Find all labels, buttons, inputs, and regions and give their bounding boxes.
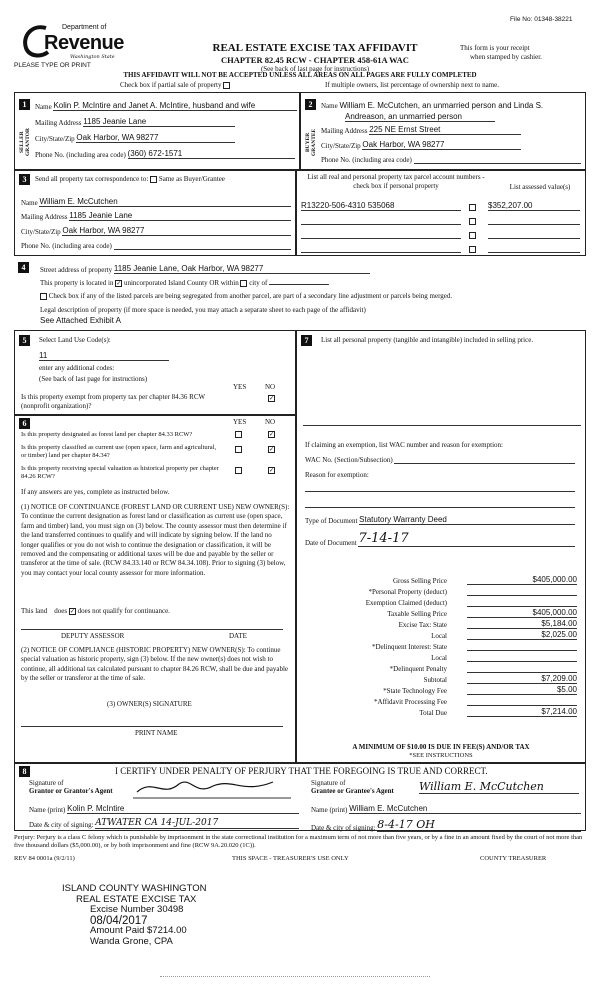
tax-row-penalty (297, 662, 585, 673)
tax-label: Excise Tax: State (398, 621, 447, 629)
exempt-no-header: NO (265, 383, 276, 391)
grantor-sig-label-2: Grantor or Grantor's Agent (29, 787, 113, 795)
grantee-sig-label-2: Grantee or Grantee's Agent (311, 787, 394, 795)
street-address[interactable]: 1185 Jeanie Lane, Oak Harbor, WA 98277 (114, 264, 370, 274)
section-4-number: 4 (18, 262, 29, 273)
tax-value[interactable] (467, 642, 577, 651)
deputy-assessor-label: DEPUTY ASSESSOR (61, 632, 125, 640)
reason-line-2[interactable] (305, 507, 575, 508)
minimum-due: A MINIMUM OF $10.00 IS DUE IN FEE(S) AND/OR TAX (352, 743, 530, 751)
corr-name[interactable]: William E. McCutchen (39, 197, 291, 207)
treasurer-space: THIS SPACE - TREASURER'S USE ONLY (232, 855, 349, 862)
corr-mail[interactable]: 1185 Jeanie Lane (69, 211, 291, 221)
logo-top: Department of (62, 24, 107, 31)
historic-no-checkbox[interactable]: ✓ (269, 468, 275, 474)
tax-label: Total Due (419, 709, 447, 717)
warning: THIS AFFIDAVIT WILL NOT BE ACCEPTED UNLESS ALL AREAS ON ALL PAGES ARE FULLY COMPLETED (123, 71, 477, 79)
section-6-number: 6 (19, 418, 30, 429)
grantee-name-label: Name (print) (311, 806, 348, 814)
tax-row-tech-fee (297, 684, 585, 695)
section-8-number: 8 (19, 766, 30, 777)
seller-phone-label: Phone No. (including area code) (35, 151, 126, 159)
certify-statement: I CERTIFY UNDER PENALTY OF PERJURY THAT THE FOREGOING IS TRUE AND CORRECT. (115, 766, 488, 776)
unincorporated-checkbox[interactable]: ✓ (116, 280, 122, 287)
tax-label: *Delinquent Interest: State (371, 643, 447, 651)
corr-city-label: City/State/Zip (21, 228, 61, 236)
current-use-question: Is this property classified as current use (open space, farm and agricultural, or timber) land per chapter 84.34? (21, 444, 217, 459)
seller-city[interactable]: Oak Harbor, WA 98277 (76, 133, 235, 143)
corr-phone[interactable] (114, 241, 291, 250)
tax-value[interactable] (467, 653, 577, 662)
tax-value[interactable] (467, 587, 577, 596)
doc-date[interactable]: 7-14-17 (358, 531, 575, 547)
current-use-yes-checkbox[interactable] (235, 446, 242, 453)
section6-no-header: NO (265, 418, 276, 426)
section-8-certification (14, 763, 586, 831)
section-1-seller (14, 92, 300, 170)
continuance-line (21, 607, 170, 615)
see-back-header: (See back of last page for instructions) (260, 65, 370, 73)
section-1-number: 1 (19, 99, 30, 110)
tax-value[interactable]: $2,025.00 (467, 630, 577, 640)
buyer-name-cont[interactable]: Andreason, an unmarried person (345, 112, 495, 122)
tax-row-subtotal (297, 673, 585, 684)
tax-label: Local (431, 632, 447, 640)
parcel-value[interactable] (488, 244, 580, 253)
city-of-label: city of (249, 279, 268, 287)
does-not-checkbox[interactable]: ✓ (69, 608, 75, 615)
buyer-mail[interactable]: 225 NE Ernst Street (369, 125, 521, 135)
reason-label: Reason for exemption: (305, 471, 369, 479)
section-6-special (14, 415, 296, 763)
corr-city[interactable]: Oak Harbor, WA 98277 (62, 226, 291, 236)
tax-row-gross (297, 574, 585, 585)
parcel-number[interactable] (301, 216, 461, 225)
stamp-excise-number: Excise Number 30498 (90, 904, 184, 915)
deputy-signature-line[interactable] (21, 629, 283, 630)
seller-name-label: Name (35, 103, 52, 111)
perjury-notice: Perjury: Perjury is a class C felony which is punishable by imprisonment in the state correctional institution for a maximum term of not more than five years, or by a fine in an amount fixed by the court of not more than five thousand dollars ($5,000.00), or by both imprisonment and fine (RCW 9A.20.020 (1C)). (14, 834, 583, 849)
wac-field[interactable] (394, 455, 575, 464)
tax-label: *Delinquent Penalty (389, 665, 447, 673)
tax-row-processing-fee (297, 695, 585, 706)
tax-value[interactable] (467, 697, 577, 706)
notice-compliance: (2) NOTICE OF COMPLIANCE (HISTORIC PROPERTY) NEW OWNER(S): To continue special valuation as historic property, sign (3) below. If the new owner(s) does not wish to continue, all additional tax calculated pursuant to chapter 84.26 RCW, shall be due and payable by the seller or transferor at the time of sale. (21, 646, 289, 683)
tax-value[interactable]: $5,184.00 (467, 619, 577, 629)
tax-row-local (297, 629, 585, 640)
forest-no-checkbox[interactable]: ✓ (269, 432, 275, 438)
grantor-name-label: Name (print) (29, 806, 66, 814)
legal-description[interactable]: See Attached Exhibit A (40, 316, 121, 325)
logo-sub: Washington State (70, 54, 115, 60)
current-use-no-checkbox[interactable]: ✓ (269, 447, 275, 453)
multiple-owners: If multiple owners, list percentage of ownership next to name. (325, 81, 499, 89)
parcel-number[interactable] (301, 244, 461, 253)
stamp-date: 08/04/2017 (90, 914, 148, 927)
receipt-note: This form is your receipt (460, 44, 530, 52)
doc-date-label: Date of Document (305, 539, 357, 547)
tax-label: *State Technology Fee (383, 687, 447, 695)
owner-signature-label: (3) OWNER(S) SIGNATURE (107, 700, 192, 708)
grantor-date-city[interactable]: ATWATER CA 14-JUL-2017 (95, 818, 299, 829)
tax-value[interactable]: $405,000.00 (467, 575, 577, 585)
seller-side-label: SELLER GRANTOR (19, 128, 31, 157)
check-partial-label (120, 81, 230, 89)
seller-mail-label: Mailing Address (35, 119, 82, 127)
doc-type-label: Type of Document (305, 517, 358, 525)
section-5-number: 5 (19, 335, 30, 346)
tax-value[interactable]: $405,000.00 (467, 608, 577, 618)
deputy-date-label: DATE (229, 632, 247, 640)
located-label: This property is located in (40, 279, 114, 287)
parcel-row (301, 211, 583, 225)
print-name-label: PRINT NAME (135, 729, 178, 737)
parcel-rows (301, 197, 583, 253)
personal-property-field[interactable] (303, 425, 581, 426)
qualify-label: qualify for continuance. (102, 607, 170, 615)
tax-row-taxable (297, 607, 585, 618)
rev-number: REV 84 0001a (9/2/11) (14, 855, 75, 862)
personal-property-checkbox[interactable] (469, 204, 476, 211)
segregated-label: Check box if any of the listed parcels are being segregated from another parcel, are part of a secondary line adjustment or parcels being merged. (48, 292, 453, 300)
partial-sale-checkbox[interactable] (223, 82, 230, 89)
forest-question: Is this property designated as forest land per chapter 84.33 RCW? (21, 431, 193, 438)
grantee-date-label: Date & city of signing: (311, 824, 376, 832)
land-use-see-back: (See back of last page for instructions) (39, 375, 148, 383)
section-7-personal-property (296, 330, 586, 763)
grantor-sig-label: Signature of (29, 779, 64, 787)
seller-phone[interactable]: (360) 672-1571 (128, 149, 295, 159)
parcel-number[interactable] (301, 230, 461, 239)
parcel-list (296, 170, 586, 256)
personal-property-label: List all personal property (tangible and intangible) included in selling price. (321, 336, 534, 344)
tax-row-total (297, 706, 585, 717)
receipt-note-2: when stamped by cashier. (470, 53, 542, 61)
form-chapter: CHAPTER 82.45 RCW - CHAPTER 458-61A WAC (221, 55, 409, 65)
tax-label: *Personal Property (deduct) (368, 588, 447, 596)
tax-label: Exemption Claimed (deduct) (365, 599, 447, 607)
grantor-print-name[interactable]: Kolin P. McIntire (67, 804, 299, 814)
please-type: PLEASE TYPE OR PRINT (14, 62, 91, 69)
buyer-city-label: City/State/Zip (321, 142, 361, 150)
historic-yes-checkbox[interactable] (235, 467, 242, 474)
reason-line-1[interactable] (305, 491, 575, 492)
seller-name[interactable]: Kolin P. McIntire and Janet A. McIntire, husband and wife (53, 101, 297, 111)
tax-row-exemption (297, 596, 585, 607)
file-number: File No: 01348-38221 (510, 16, 573, 23)
legal-label: Legal description of property (if more space is needed, you may attach a separate sheet to each page of the affidavit) (40, 306, 366, 314)
section-7-number: 7 (301, 335, 312, 346)
tax-label: Subtotal (423, 676, 447, 684)
land-use-code[interactable]: 11 (39, 351, 169, 361)
stamp-county: ISLAND COUNTY WASHINGTON (62, 883, 207, 894)
grantee-print-name[interactable]: William E. McCutchen (349, 804, 581, 814)
tax-value[interactable]: $7,214.00 (467, 707, 577, 717)
wac-label: WAC No. (Section/Subsection) (305, 456, 393, 464)
section-2-number: 2 (305, 99, 316, 110)
section-2-buyer (300, 92, 586, 170)
does-not-label: does not (77, 607, 102, 615)
grantee-date-city[interactable]: 8-4-17 OH (377, 818, 581, 832)
buyer-name-label: Name (321, 102, 338, 110)
historic-question: Is this property receiving special valuation as historical property per chapter 84.26 RCW? (21, 465, 219, 480)
seller-mail[interactable]: 1185 Jeanie Lane (83, 117, 235, 127)
tax-row-interest-state (297, 640, 585, 651)
city-checkbox[interactable] (240, 280, 247, 287)
notice-continuance: (1) NOTICE OF CONTINUANCE (FOREST LAND OR CURRENT USE) NEW OWNER(S): To continue the current designation as forest land or classification as current use (open space, farm and timber) land, you must sign on (3) below. The county assessor must then determine if the land transferred continues to qualify and will indicate by signing below. If the land no longer qualifies or you do not wish to continue the designation or classification, it will be removed and the compensating or additional taxes will be due and payable by the seller or transferor at the time of sale. (RCW 84.33.140 or RCW 84.34.108). Prior to signing (3) below, you may contact your local county assessor for more information. (21, 503, 290, 577)
tax-row-interest-local (297, 651, 585, 662)
tax-value[interactable]: $5.00 (467, 685, 577, 695)
grantor-signature[interactable] (133, 774, 293, 800)
exempt-no-checkbox[interactable]: ✓ (269, 396, 275, 402)
form-title: REAL ESTATE EXCISE TAX AFFIDAVIT (212, 42, 418, 54)
street-label: Street address of property (40, 266, 113, 274)
exempt-question: Is this property exempt from property tax per chapter 84.36 RCW (nonprofit organization)? (21, 393, 205, 410)
section-3-correspondence (14, 170, 296, 256)
stamp-amount: Amount Paid $7214.00 (90, 925, 187, 936)
tax-value[interactable]: $7,209.00 (467, 674, 577, 684)
tax-value[interactable] (467, 664, 577, 673)
section-3-number: 3 (19, 174, 30, 185)
correspondence-label: Send all property tax correspondence to: (35, 175, 149, 183)
parcel-row (301, 197, 583, 211)
parcel-row (301, 239, 583, 253)
this-land-label: This land (21, 607, 48, 615)
segregated-line (40, 292, 452, 300)
personal-property-checkbox[interactable] (469, 232, 476, 239)
buyer-phone-label: Phone No. (including area code) (321, 156, 412, 164)
grantor-sig-label-block (29, 779, 113, 795)
personal-property-checkbox[interactable] (469, 246, 476, 253)
unincorporated-label: unincorporated Island County OR within (123, 279, 239, 287)
grantee-sig-label: Signature of (311, 779, 346, 787)
parcel-value[interactable] (488, 216, 580, 225)
same-as-buyer-checkbox[interactable] (150, 176, 157, 183)
city-of-field[interactable] (269, 284, 329, 285)
does-label: does (54, 607, 68, 615)
stamp-tax: REAL ESTATE EXCISE TAX (76, 893, 197, 905)
buyer-mail-label: Mailing Address (321, 127, 368, 135)
see-instructions: *SEE INSTRUCTIONS (409, 752, 473, 759)
treasurer-stamp (62, 884, 262, 947)
corr-name-label: Name (21, 199, 38, 207)
exemption-label: If claiming an exemption, list WAC number and reason for exemption: (305, 441, 503, 449)
exempt-yes-header: YES (233, 383, 247, 391)
doc-type[interactable]: Statutory Warranty Deed (359, 515, 575, 525)
personal-property-checkbox[interactable] (469, 218, 476, 225)
corr-phone-label: Phone No. (including area code) (21, 242, 112, 250)
county-treasurer: COUNTY TREASURER (480, 855, 547, 862)
forest-yes-checkbox[interactable] (235, 431, 242, 438)
parcel-value[interactable]: $352,207.00 (488, 201, 580, 211)
grantor-date-label: Date & city of signing: (29, 821, 94, 829)
parcel-value[interactable] (488, 230, 580, 239)
land-use-label: Select Land Use Code(s): (39, 336, 111, 344)
tax-row-personal (297, 585, 585, 596)
buyer-city[interactable]: Oak Harbor, WA 98277 (362, 140, 521, 150)
tax-label: Gross Selling Price (392, 577, 447, 585)
section-5-land-use (14, 330, 296, 415)
owner-signature-line[interactable] (21, 726, 283, 727)
parcel-row (301, 225, 583, 239)
tax-value[interactable] (467, 598, 577, 607)
tax-label: Taxable Selling Price (387, 610, 447, 618)
section-4-property (14, 260, 586, 330)
check-partial-text: Check box if partial sale of property (120, 81, 222, 89)
tax-row-state (297, 618, 585, 629)
segregated-checkbox[interactable] (40, 293, 47, 300)
tax-calculation (297, 574, 585, 717)
tax-label: *Affidavit Processing Fee (374, 698, 447, 706)
section6-yes-header: YES (233, 418, 247, 426)
tax-label: Local (431, 654, 447, 662)
logo-main: Revenue (44, 32, 124, 54)
dor-logo (22, 22, 132, 64)
parcel-header: List all real and personal property tax parcel account numbers - check box if personal property (307, 173, 485, 190)
corr-mail-label: Mailing Address (21, 213, 68, 221)
parcel-number[interactable]: R13220-506-4310 535068 (301, 201, 461, 211)
grantee-signature[interactable]: William E. McCutchen (419, 780, 579, 794)
grantee-sig-label-block (311, 779, 394, 795)
buyer-name[interactable]: William E. McCutchen, an unmarried person and Linda S. (339, 101, 544, 110)
additional-codes-label: enter any additional codes: (39, 364, 115, 372)
assessed-value-header: List assessed value(s) (509, 183, 571, 191)
seller-city-label: City/State/Zip (35, 135, 75, 143)
buyer-phone[interactable] (414, 155, 581, 164)
stamp-signer: Wanda Grone, CPA (90, 935, 173, 947)
buyer-side-label: BUYER GRANTEE (305, 128, 317, 156)
same-as-buyer-label: Same as Buyer/Grantee (158, 175, 225, 183)
if-yes-note: If any answers are yes, complete as instructed below. (21, 488, 170, 496)
located-line (40, 279, 329, 287)
bottom-divider (160, 976, 430, 977)
